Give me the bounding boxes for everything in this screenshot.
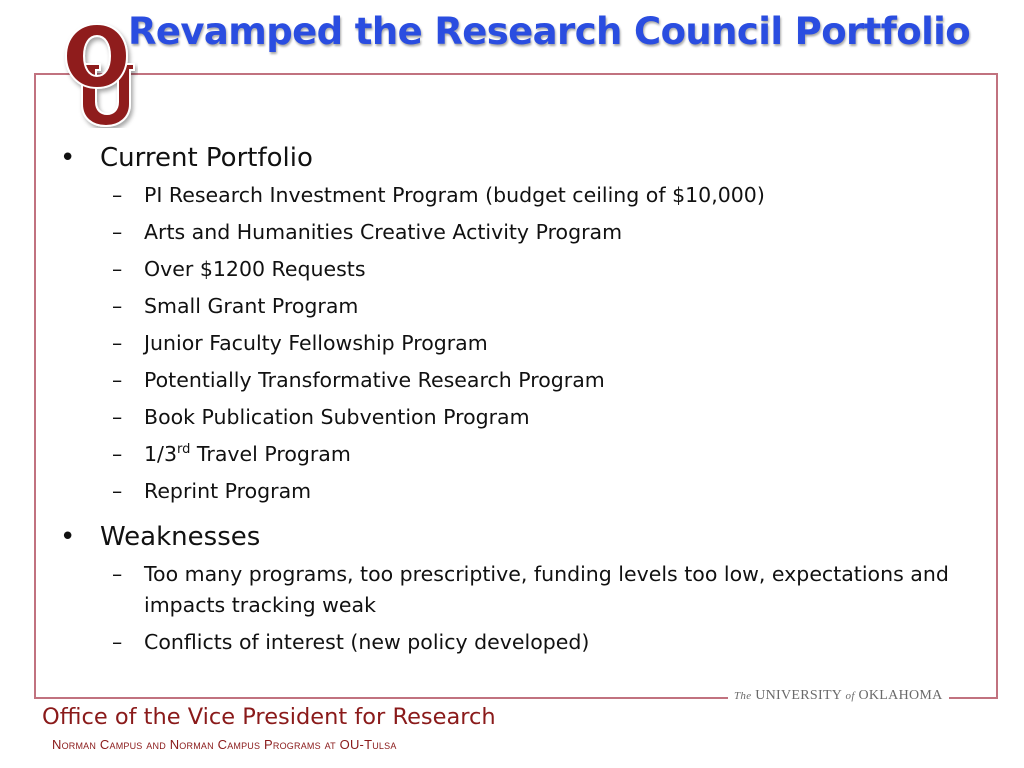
list-item-text: Small Grant Program xyxy=(144,294,359,318)
dash-marker: – xyxy=(112,183,123,207)
slide-content xyxy=(56,140,976,664)
bullet-heading: Current Portfolio xyxy=(100,143,313,173)
list-item-text: PI Research Investment Program (budget ceiling of $10,000) xyxy=(144,183,765,207)
list-item xyxy=(56,328,976,359)
bullet-heading: Weaknesses xyxy=(100,522,261,552)
list-item-text: Too many programs, too prescriptive, funding levels too low, expectations and impacts tracking weak xyxy=(144,562,949,617)
ou-logo-icon xyxy=(56,18,138,128)
footer-campus: Norman Campus and Norman Campus Programs at OU-Tulsa xyxy=(52,737,397,752)
bullet-marker: • xyxy=(60,143,76,173)
list-item xyxy=(56,180,976,211)
dash-marker: – xyxy=(112,331,123,355)
ou-logo xyxy=(56,18,138,128)
dash-marker: – xyxy=(112,479,123,503)
list-item-travel xyxy=(56,439,976,470)
wordmark-of: of xyxy=(845,690,855,702)
wordmark-the: The xyxy=(734,690,752,702)
dash-marker: – xyxy=(112,442,123,466)
list-item xyxy=(56,559,976,621)
list-item xyxy=(56,402,976,433)
list-item-text: Arts and Humanities Creative Activity Program xyxy=(144,220,623,244)
travel-superscript: rd xyxy=(177,442,191,458)
list-item xyxy=(56,254,976,285)
dash-marker: – xyxy=(112,562,123,586)
dash-marker: – xyxy=(112,630,123,654)
list-item xyxy=(56,476,976,507)
list-item-text: Junior Faculty Fellowship Program xyxy=(144,331,488,355)
dash-marker: – xyxy=(112,257,123,281)
dash-marker: – xyxy=(112,405,123,429)
list-item-text: Conflicts of interest (new policy developed) xyxy=(144,630,590,654)
bullet-current-portfolio xyxy=(56,140,976,176)
list-item xyxy=(56,291,976,322)
list-item-text: Potentially Transformative Research Program xyxy=(144,368,605,392)
bullet-marker: • xyxy=(60,522,76,552)
list-item-text: Reprint Program xyxy=(144,479,312,503)
slide-title: Revamped the Research Council Portfolio xyxy=(128,10,971,53)
wordmark-oklahoma: OKLAHOMA xyxy=(858,688,943,703)
list-item-text: Over $1200 Requests xyxy=(144,257,366,281)
wordmark-university: UNIVERSITY xyxy=(755,688,842,703)
bullet-weaknesses xyxy=(56,519,976,555)
list-item xyxy=(56,365,976,396)
travel-prefix: 1/3 xyxy=(144,442,177,466)
list-item xyxy=(56,627,976,658)
university-wordmark xyxy=(728,688,949,704)
list-item-text: Book Publication Subvention Program xyxy=(144,405,530,429)
footer-office: Office of the Vice President for Research xyxy=(42,704,496,730)
list-item xyxy=(56,217,976,248)
dash-marker: – xyxy=(112,368,123,392)
dash-marker: – xyxy=(112,294,123,318)
dash-marker: – xyxy=(112,220,123,244)
travel-suffix: Travel Program xyxy=(190,442,351,466)
